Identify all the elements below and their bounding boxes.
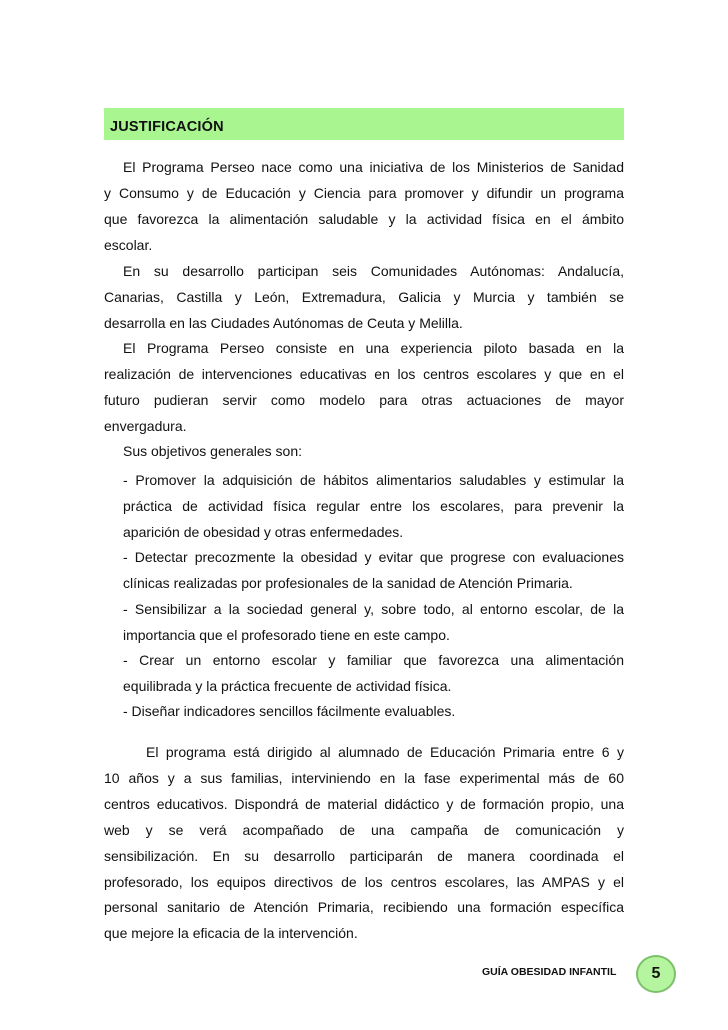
list-item-line: clínicas realizadas por profesionales de la sanidad de Atención Primaria. <box>123 575 573 591</box>
text-line: El Programa Perseo nace como una iniciativa de los Ministerios de Sanidad <box>123 159 624 175</box>
text-line: futuro pudieran servir como modelo para otras actuaciones de mayor <box>104 392 624 408</box>
page-number-badge <box>636 955 676 993</box>
page-number: 5 <box>651 965 661 982</box>
text-line: centros educativos. Dispondrá de material didáctico y de formación propio, una <box>104 796 624 812</box>
list-item-line: práctica de actividad física regular entre los escolares, para prevenir la <box>123 498 624 514</box>
footer-label: GUÍA OBESIDAD INFANTIL <box>482 966 617 978</box>
list-item-line: aparición de obesidad y otras enfermedades. <box>123 524 404 540</box>
text-line: 10 años y a sus familias, interviniendo en la fase experimental más de 60 <box>104 770 624 786</box>
text-line: que favorezca la alimentación saludable y la actividad física en el ámbito <box>104 211 624 227</box>
list-item-line: - Detectar precozmente la obesidad y evitar que progrese con evaluaciones <box>123 549 624 565</box>
list-item-line: - Sensibilizar a la sociedad general y, sobre todo, al entorno escolar, de la <box>123 601 624 617</box>
text-line: Canarias, Castilla y León, Extremadura, Galicia y Murcia y también se <box>104 289 624 305</box>
text-line: Sus objetivos generales son: <box>123 443 302 459</box>
text-line: realización de intervenciones educativas en los centros escolares y que en el <box>104 366 624 382</box>
text-line: En su desarrollo participan seis Comunidades Autónomas: Andalucía, <box>123 263 624 279</box>
text-line: envergadura. <box>104 418 187 434</box>
text-line: escolar. <box>104 237 153 253</box>
text-line: profesorado, los equipos directivos de los centros escolares, las AMPAS y el <box>104 874 624 890</box>
text-line: sensibilización. En su desarrollo participarán de manera coordinada el <box>104 848 624 864</box>
text-line: personal sanitario de Atención Primaria, recibiendo una formación específica <box>104 899 624 915</box>
text-line: y Consumo y de Educación y Ciencia para promover y difundir un programa <box>104 185 624 201</box>
text-line: web y se verá acompañado de una campaña de comunicación y <box>104 822 624 838</box>
list-item-line: - Promover la adquisición de hábitos alimentarios saludables y estimular la <box>123 472 624 488</box>
text-line: que mejore la eficacia de la intervención. <box>104 925 358 941</box>
list-item-line: equilibrada y la práctica frecuente de actividad física. <box>123 678 452 694</box>
section-title: JUSTIFICACIÓN <box>110 119 224 135</box>
list-item-line: - Diseñar indicadores sencillos fácilmente evaluables. <box>123 703 456 719</box>
text-line: desarrolla en las Ciudades Autónomas de Ceuta y Melilla. <box>104 315 463 331</box>
text-line: El Programa Perseo consiste en una experiencia piloto basada en la <box>123 340 624 356</box>
list-item-line: - Crear un entorno escolar y familiar que favorezca una alimentación <box>123 652 624 668</box>
section-header-bar <box>104 108 624 140</box>
list-item-line: importancia que el profesorado tiene en este campo. <box>123 627 450 643</box>
text-line: El programa está dirigido al alumnado de Educación Primaria entre 6 y <box>146 744 624 760</box>
